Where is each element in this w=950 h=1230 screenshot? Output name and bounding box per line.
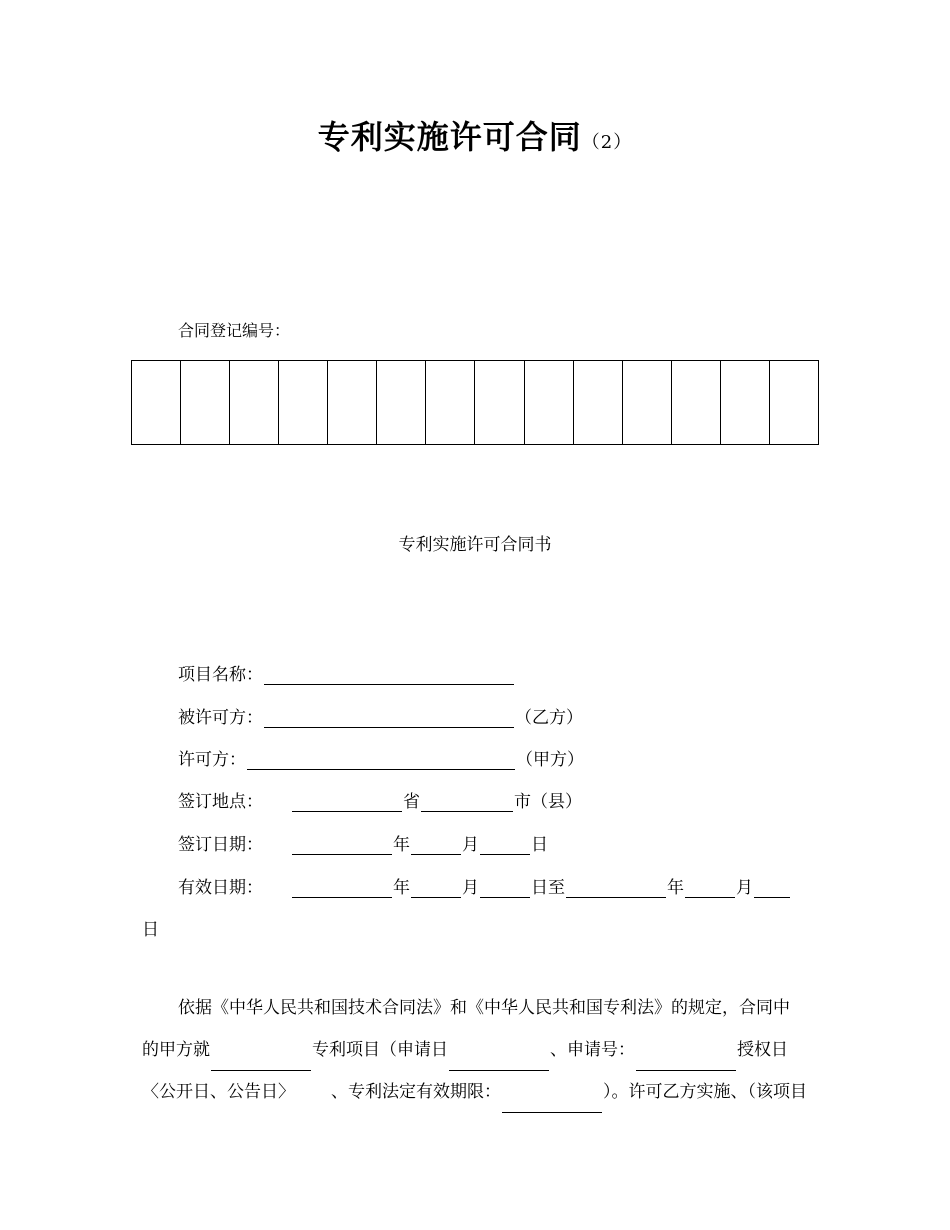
valid-end-month-blank[interactable] <box>685 879 735 898</box>
body-paragraph <box>142 987 812 1113</box>
registration-number-grid <box>131 360 819 445</box>
application-date-blank[interactable] <box>449 1052 549 1071</box>
sign-day-blank[interactable] <box>480 836 530 855</box>
year-label: 年 <box>667 878 684 898</box>
valid-start-year-blank[interactable] <box>292 879 392 898</box>
valid-start-day-blank[interactable] <box>480 879 530 898</box>
sign-place-row <box>178 787 582 812</box>
body-line-3 <box>142 1071 812 1113</box>
title-suffix: （2） <box>581 132 633 153</box>
registration-box[interactable] <box>181 361 230 445</box>
month-label: 月 <box>462 835 479 855</box>
registration-box[interactable] <box>230 361 279 445</box>
registration-box[interactable] <box>671 361 720 445</box>
sign-year-blank[interactable] <box>292 836 392 855</box>
project-name-blank[interactable] <box>264 666 514 685</box>
licensor-label: 许可方： <box>178 750 246 770</box>
year-label: 年 <box>393 878 410 898</box>
registration-label: 合同登记编号： <box>178 321 291 340</box>
registration-box[interactable] <box>475 361 524 445</box>
valid-end-day-blank[interactable] <box>754 879 790 898</box>
project-name-row <box>178 660 515 685</box>
sign-month-blank[interactable] <box>411 836 461 855</box>
registration-box[interactable] <box>377 361 426 445</box>
document-title <box>0 112 950 158</box>
body-text: ）。许可乙方实施、（该项目 <box>603 1082 807 1102</box>
valid-start-month-blank[interactable] <box>411 879 461 898</box>
registration-box[interactable] <box>622 361 671 445</box>
project-name-label: 项目名称： <box>178 665 263 685</box>
registration-box[interactable] <box>132 361 181 445</box>
body-text: 、申请号： <box>550 1040 635 1060</box>
registration-box[interactable] <box>524 361 573 445</box>
city-blank[interactable] <box>421 793 513 812</box>
province-blank[interactable] <box>292 793 402 812</box>
valid-date-label: 有效日期： <box>178 878 263 898</box>
application-number-blank[interactable] <box>636 1052 736 1071</box>
contract-subtitle: 专利实施许可合同书 <box>398 535 552 555</box>
sign-date-label: 签订日期： <box>178 835 263 855</box>
licensee-label: 被许可方： <box>178 708 263 728</box>
registration-box[interactable] <box>328 361 377 445</box>
registration-box[interactable] <box>769 361 818 445</box>
registration-box[interactable] <box>573 361 622 445</box>
body-line-1: 依据《中华人民共和国技术合同法》和《中华人民共和国专利法》的规定，合同中 <box>178 998 790 1018</box>
registration-box[interactable] <box>720 361 769 445</box>
licensor-suffix: （甲方） <box>516 750 584 770</box>
body-text: 授权日 <box>737 1040 788 1060</box>
body-text: 〈公开日、公告日〉 <box>142 1082 295 1102</box>
month-label: 月 <box>736 878 753 898</box>
valid-date-day-end: 日 <box>142 920 159 940</box>
body-text: 的甲方就 <box>142 1040 210 1060</box>
sign-date-row <box>178 830 548 855</box>
patent-project-blank[interactable] <box>211 1052 311 1071</box>
sign-place-label: 签订地点： <box>178 792 263 812</box>
valid-end-year-blank[interactable] <box>566 879 666 898</box>
valid-date-row <box>178 873 791 898</box>
body-text: 、专利法定有效期限： <box>331 1082 501 1102</box>
title-text: 专利实施许可合同 <box>317 118 582 156</box>
year-label: 年 <box>393 835 410 855</box>
city-label: 市（县） <box>514 792 582 812</box>
licensor-row <box>178 745 584 770</box>
licensor-blank[interactable] <box>247 751 515 770</box>
day-to-label: 日至 <box>531 878 565 898</box>
licensee-row <box>178 703 583 728</box>
registration-box[interactable] <box>279 361 328 445</box>
month-label: 月 <box>462 878 479 898</box>
licensee-suffix: （乙方） <box>515 708 583 728</box>
province-label: 省 <box>403 792 420 812</box>
validity-period-blank[interactable] <box>502 1094 602 1113</box>
licensee-blank[interactable] <box>264 709 514 728</box>
body-text: 专利项目（申请日 <box>312 1040 448 1060</box>
registration-box[interactable] <box>426 361 475 445</box>
day-label: 日 <box>531 835 548 855</box>
body-line-2 <box>142 1029 812 1071</box>
